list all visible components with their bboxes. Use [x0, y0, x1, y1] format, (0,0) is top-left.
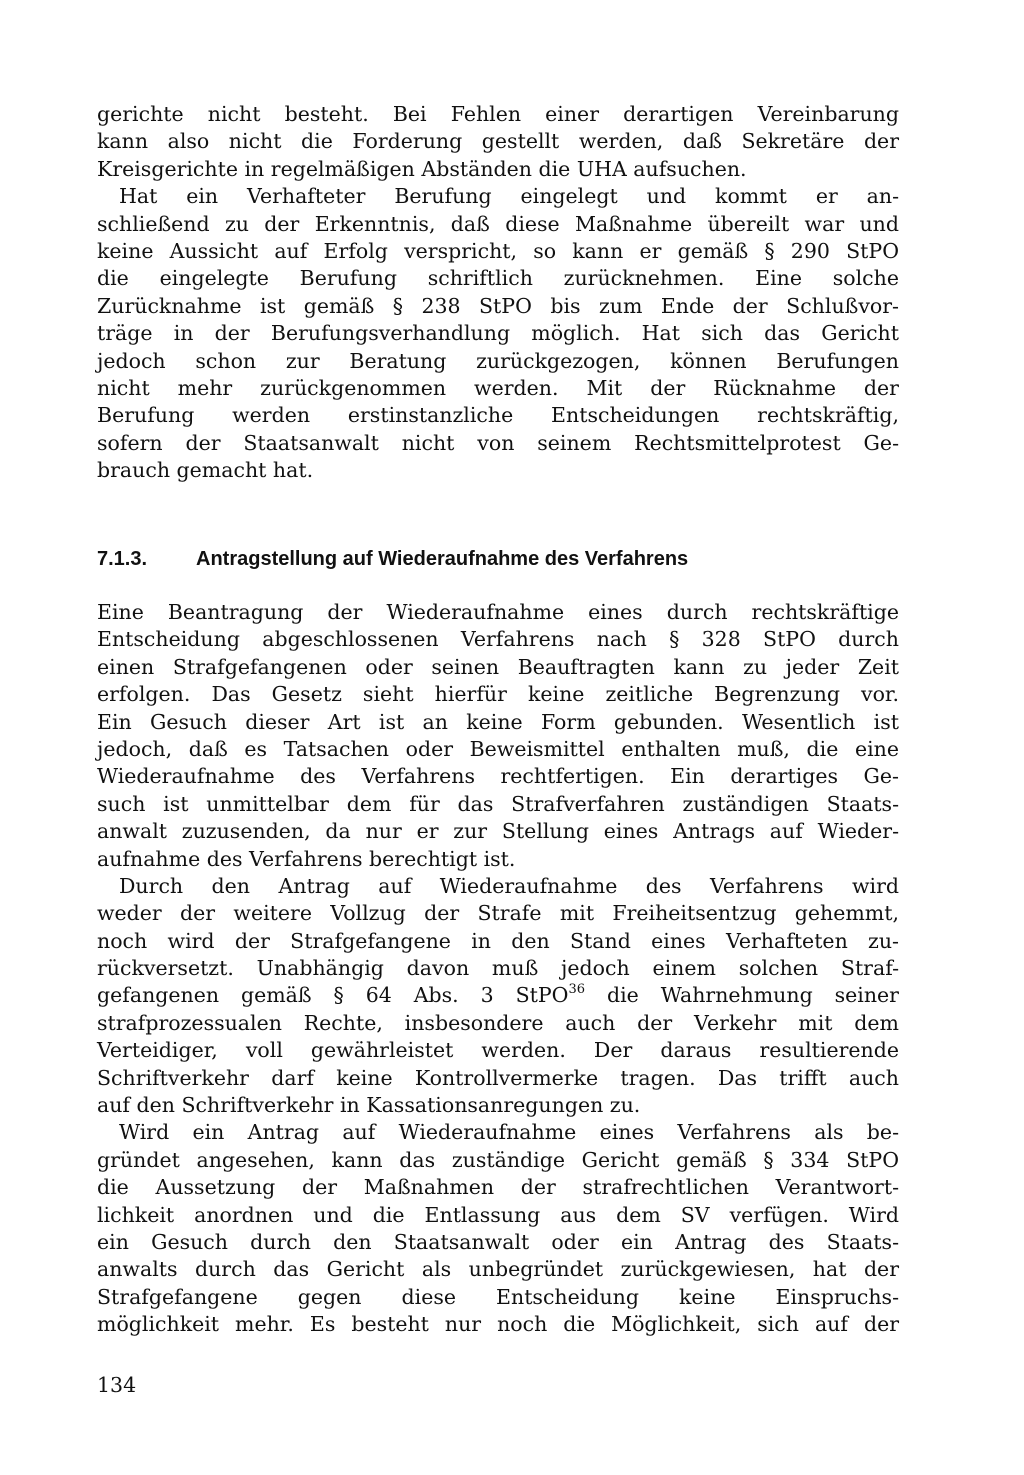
text-line: Wiederaufnahme des Verfahrens rechtfertigen. Ein derartiges Ge-: [97, 764, 899, 789]
text-line: lichkeit anordnen und die Entlassung aus dem SV verfügen. Wird: [97, 1202, 899, 1227]
section-number: 7.1.3.: [97, 548, 148, 570]
text-line: noch wird der Strafgefangene in den Stand eines Verhafteten zu-: [97, 928, 899, 953]
text-line: schließend zu der Erkenntnis, daß diese Maßnahme übereilt war und: [97, 211, 899, 236]
text-line: Durch den Antrag auf Wiederaufnahme des Verfahrens wird: [119, 873, 899, 898]
text-line: jedoch schon zur Beratung zurückgezogen, können Berufungen: [97, 348, 899, 373]
paragraph-4: [97, 873, 899, 1120]
text-line: möglichkeit mehr. Es besteht nur noch die Möglichkeit, sich auf der: [97, 1312, 899, 1337]
text-line: aufnahme des Verfahrens berechtigt ist.: [97, 846, 516, 871]
text-line: anwalt zuzusenden, da nur er zur Stellung eines Antrags auf Wieder-: [97, 819, 899, 844]
text-line: Wird ein Antrag auf Wiederaufnahme eines Verfahrens als be-: [119, 1120, 899, 1145]
text-line: gerichte nicht besteht. Bei Fehlen einer derartigen Vereinbarung: [97, 102, 899, 126]
text-line: brauch gemacht hat.: [97, 458, 314, 483]
text-line: auf den Schriftverkehr in Kassationsanregungen zu.: [97, 1093, 641, 1118]
text-line: Ein Gesuch dieser Art ist an keine Form gebunden. Wesentlich ist: [97, 709, 899, 734]
text-line: die eingelegte Berufung schriftlich zurücknehmen. Eine solche: [97, 266, 899, 291]
text-line: strafprozessualen Rechte, insbesondere auch der Verkehr mit dem: [97, 1010, 899, 1035]
text-line: einen Strafgefangenen oder seinen Beauftragten kann zu jeder Zeit: [97, 654, 899, 679]
text-line: Zurücknahme ist gemäß § 238 StPO bis zum Ende der Schlußvor-: [97, 293, 899, 318]
text-line: kann also nicht die Forderung gestellt werden, daß Sekretäre der: [97, 129, 899, 154]
text-line: nicht mehr zurückgenommen werden. Mit der Rücknahme der: [97, 375, 899, 400]
text-line: gründet angesehen, kann das zuständige Gericht gemäß § 334 StPO: [97, 1147, 899, 1172]
paragraph-3: [97, 599, 899, 873]
text-line: rückversetzt. Unabhängig davon muß jedoch einem solchen Straf-: [97, 956, 899, 981]
page-number: 134: [97, 1373, 137, 1397]
text-line: träge in der Berufungsverhandlung möglich. Hat sich das Gericht: [97, 321, 899, 346]
text-line: Strafgefangene gegen diese Entscheidung keine Einspruchs-: [97, 1284, 899, 1309]
text-line: die Aussetzung der Maßnahmen der strafrechtlichen Verantwort-: [97, 1175, 899, 1200]
text-line: weder der weitere Vollzug der Strafe mit Freiheitsentzug gehemmt,: [97, 901, 899, 926]
text-line: Schriftverkehr darf keine Kontrollvermerke tragen. Das trifft auch: [97, 1065, 899, 1090]
text-line: anwalts durch das Gericht als unbegründet zurückgewiesen, hat der: [97, 1257, 899, 1282]
text-line: such ist unmittelbar dem für das Strafverfahren zuständigen Staats-: [97, 791, 899, 816]
text-fragment: die Wahrnehmung seiner: [606, 983, 899, 1008]
text-fragment: gefangenen gemäß § 64 Abs. 3 StPO: [97, 983, 569, 1008]
section-title: Antragstellung auf Wiederaufnahme des Verfahrens: [196, 548, 689, 570]
text-line: jedoch, daß es Tatsachen oder Beweismittel enthalten muß, die eine: [97, 736, 899, 761]
paragraph-1: [97, 101, 899, 183]
text-line: Berufung werden erstinstanzliche Entscheidungen rechtskräftig,: [97, 403, 899, 428]
text-line: Eine Beantragung der Wiederaufnahme eines durch rechtskräftige: [97, 600, 899, 624]
text-line: Kreisgerichte in regelmäßigen Abständen die UHA aufsuchen.: [97, 156, 747, 181]
text-line: Entscheidung abgeschlossenen Verfahrens nach § 328 StPO durch: [97, 627, 899, 652]
paragraph-2: [97, 183, 899, 484]
paragraph-5: [97, 1119, 899, 1338]
section-heading: [97, 545, 899, 573]
text-block-bottom: [97, 599, 899, 1339]
text-line: sofern der Staatsanwalt nicht von seinem Rechtsmittelprotest Ge-: [97, 430, 899, 455]
text-line: Hat ein Verhafteter Berufung eingelegt und kommt er an-: [119, 184, 899, 209]
text-block-top: [97, 101, 899, 484]
text-line: Verteidiger, voll gewährleistet werden. Der daraus resultierende: [97, 1038, 899, 1063]
footnote-marker: 36: [568, 982, 586, 998]
text-line: keine Aussicht auf Erfolg verspricht, so kann er gemäß § 290 StPO: [97, 238, 899, 263]
text-line: ein Gesuch durch den Staatsanwalt oder ein Antrag des Staats-: [97, 1229, 899, 1254]
text-line: erfolgen. Das Gesetz sieht hierfür keine zeitliche Begrenzung vor.: [97, 682, 899, 707]
text-line-with-footnote: [97, 982, 899, 1009]
